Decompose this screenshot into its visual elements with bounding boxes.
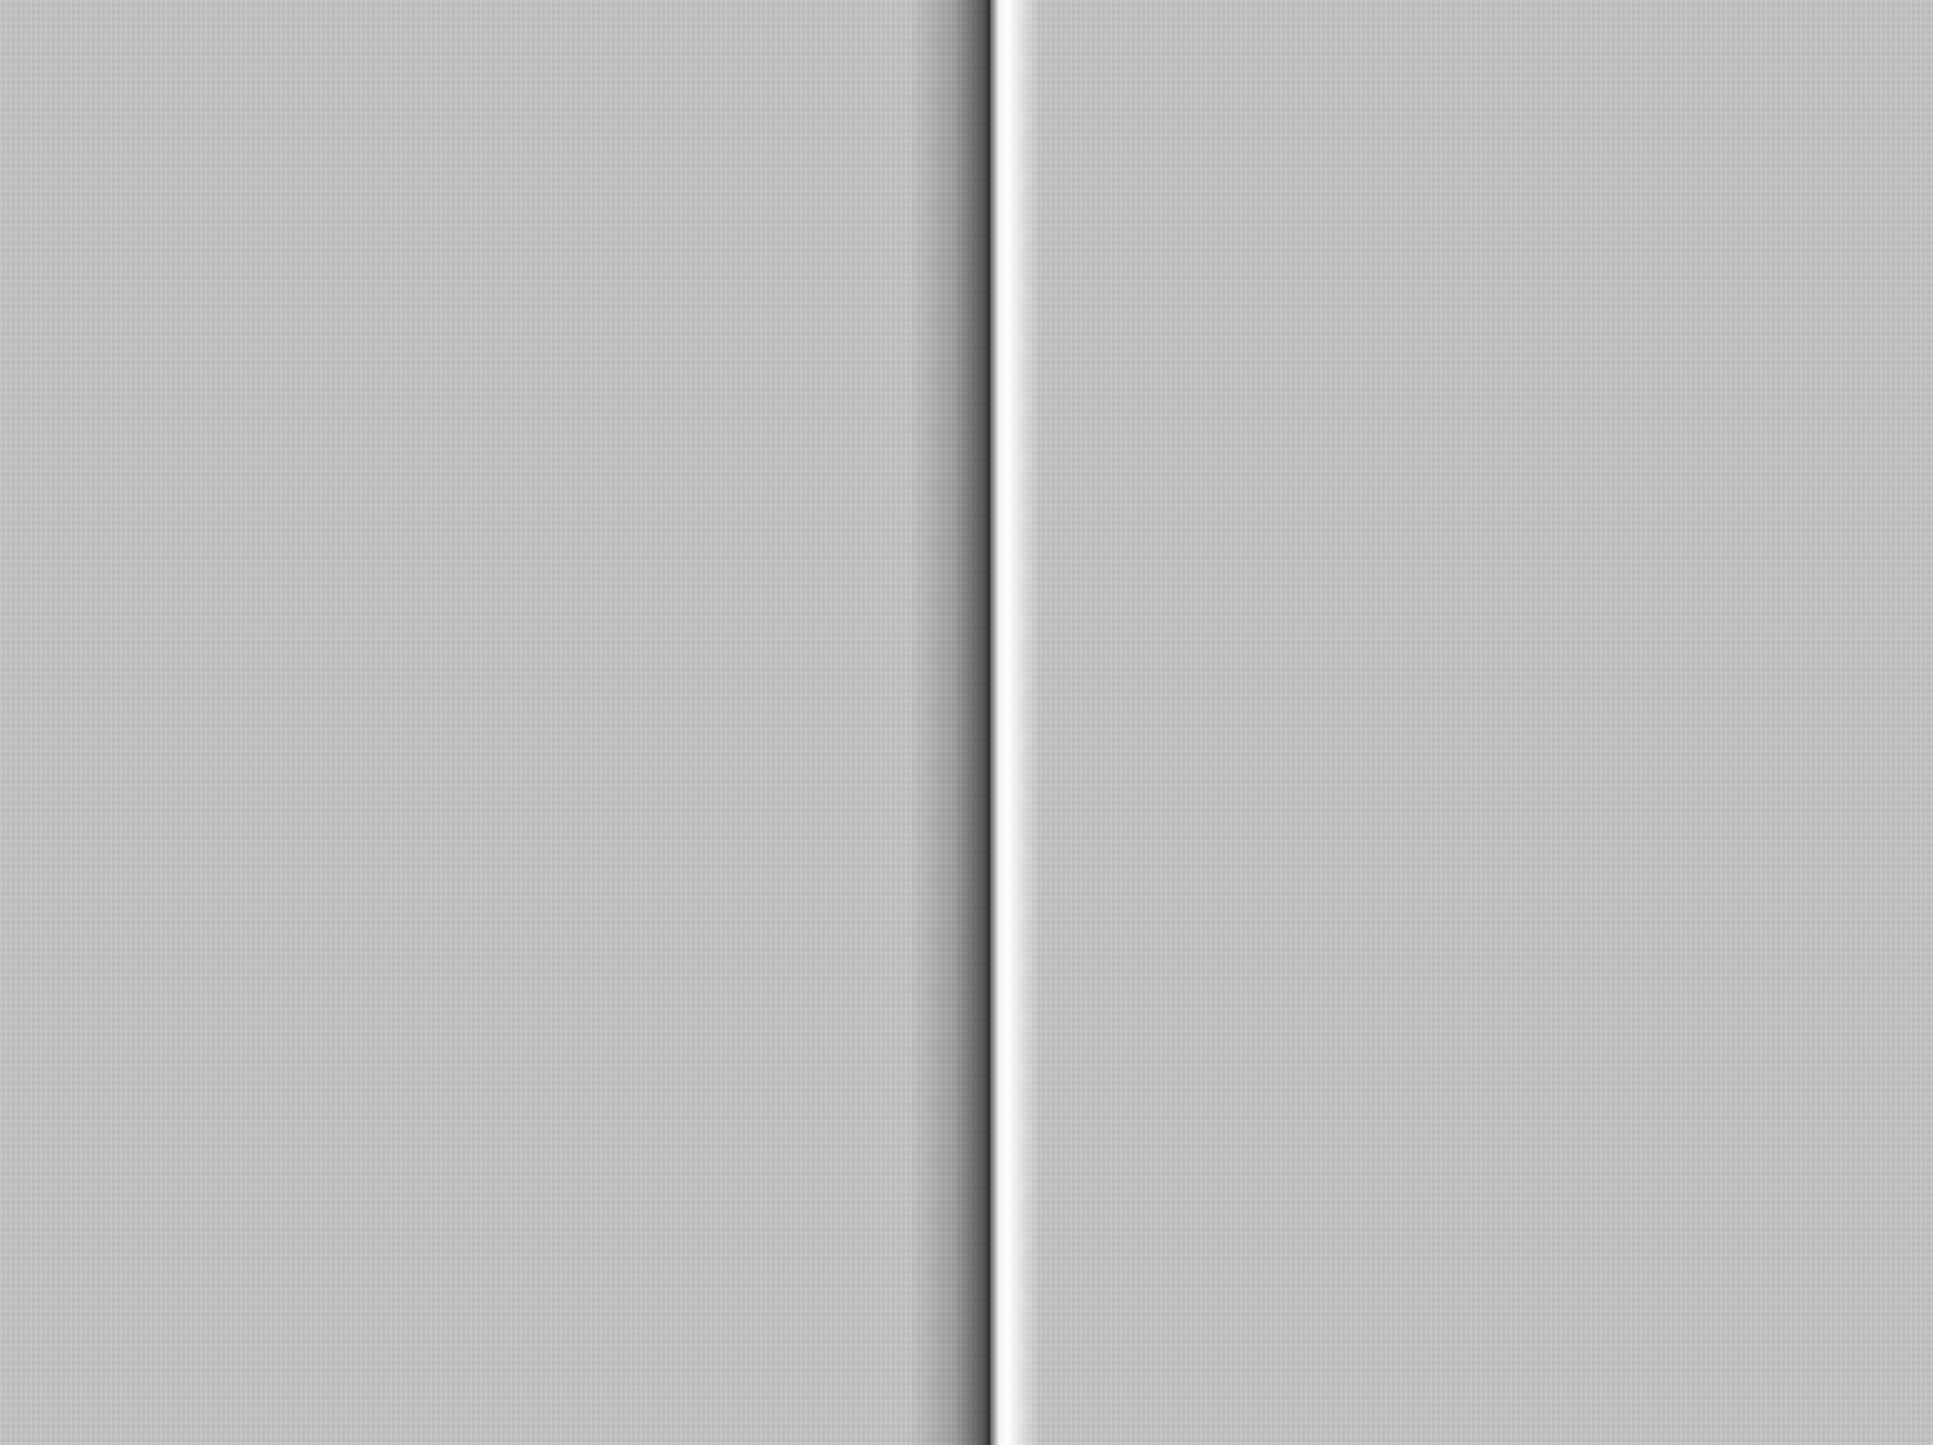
right-page <box>990 0 1933 1445</box>
